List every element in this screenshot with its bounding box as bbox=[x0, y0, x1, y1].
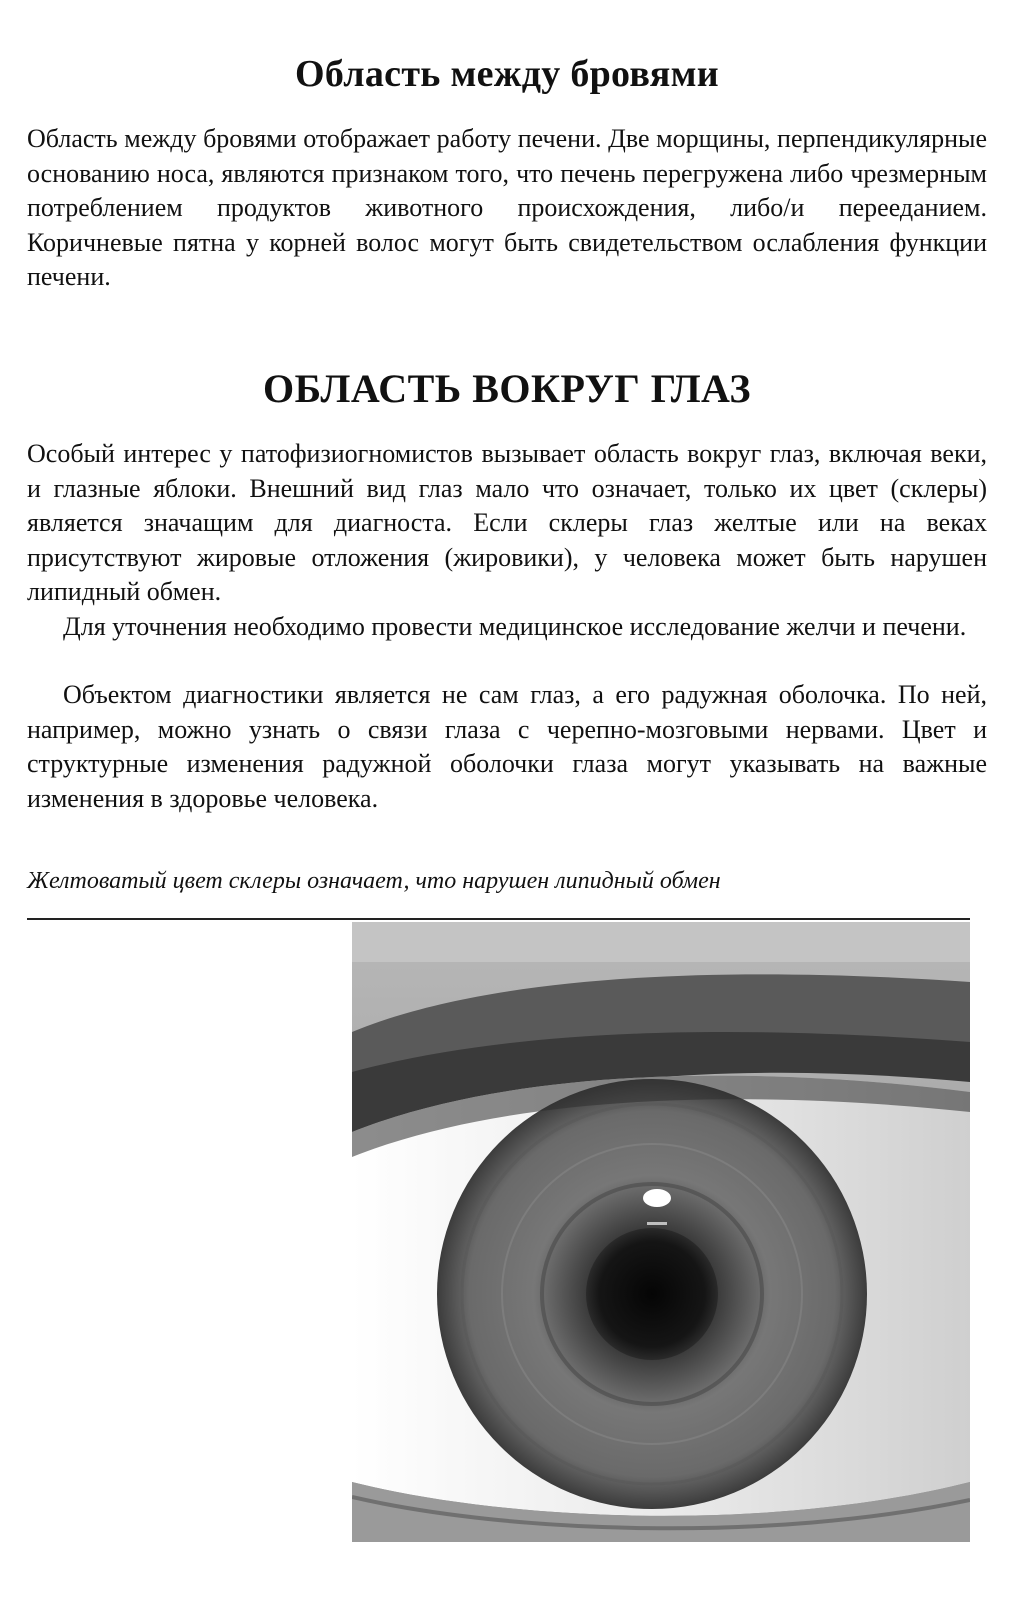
pupil bbox=[586, 1228, 718, 1360]
paragraph-eyes-2: Для уточнения необходимо провести медицинское исследование желчи и печени. bbox=[63, 612, 967, 641]
light-reflection bbox=[643, 1189, 671, 1207]
figure-caption: Желтоватый цвет склеры означает, что нарушен липидный обмен bbox=[27, 868, 721, 894]
paragraph-eyes-1: Особый интерес у патофизиогномистов вызывает область вокруг глаз, включая веки, и глазные яблоки. Внешний вид глаз мало что означает, только их цвет (склеры) является значащим для диагноста. Если склеры глаз желтые или на веках присутствуют жировые отложения (жировики), у человека может быть нарушен липидный обмен. bbox=[27, 439, 987, 606]
section-title-eyebrows: Область между бровями bbox=[295, 53, 719, 95]
caption-divider bbox=[27, 918, 970, 920]
eye-photo bbox=[352, 922, 970, 1542]
paragraph-eyes-3: Объектом диагностики является не сам глаз, а его радужная оболочка. По ней, например, можно узнать о связи глаза с черепно-мозговыми нервами. Цвет и структурные изменения радужной оболочки глаза могут указывать на важные изменения в здоровье человека. bbox=[27, 680, 987, 813]
paragraph-eyebrows: Область между бровями отображает работу печени. Две морщины, перпендикулярные основанию носа, являются признаком того, что печень перегружена либо чрезмерным потреблением продуктов животного происхождения, либо/и перееданием. Коричневые пятна у корней волос могут быть свидетельством ослабления функции печени. bbox=[27, 124, 987, 291]
section-title-eyes: ОБЛАСТЬ ВОКРУГ ГЛАЗ bbox=[262, 366, 752, 411]
